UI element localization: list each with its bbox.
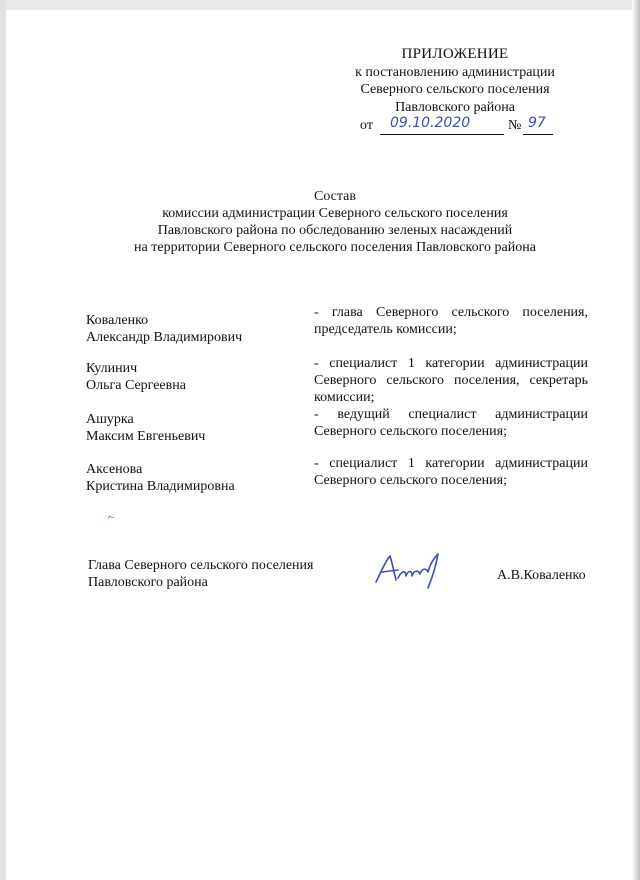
member-surname: Кулинич bbox=[86, 361, 138, 376]
ink-mark: ⌐ bbox=[105, 509, 118, 525]
member-given-name: Ольга Сергеевна bbox=[86, 378, 186, 393]
heading-line-2: комиссии администрации Северного сельского поселения bbox=[162, 206, 508, 221]
member-surname: Коваленко bbox=[86, 313, 149, 328]
handwritten-signature bbox=[372, 548, 458, 590]
member-role: - глава Северного сельского поселения, председатель комиссии; bbox=[314, 305, 588, 337]
member-name bbox=[86, 360, 286, 394]
scan-edge-right bbox=[632, 0, 640, 880]
appendix-title: ПРИЛОЖЕНИЕ bbox=[401, 46, 509, 62]
member-name bbox=[86, 312, 286, 346]
appendix-line-1: к постановлению администрации bbox=[355, 64, 555, 80]
member-role: - специалист 1 категории администрации Северного сельского поселения, секретарь комиссии; bbox=[314, 356, 588, 405]
signatory-position-line-2: Павловского района bbox=[88, 575, 208, 590]
signatory-position bbox=[88, 557, 348, 591]
member-given-name: Кристина Владимировна bbox=[86, 479, 235, 494]
date-number-line bbox=[330, 117, 580, 135]
appendix-block bbox=[330, 46, 580, 135]
member-role: - специалист 1 категории администрации Северного сельского поселения; bbox=[314, 456, 588, 488]
member-surname: Ашурка bbox=[86, 412, 134, 427]
heading-line-1: Состав bbox=[313, 189, 356, 204]
member-given-name: Александр Владимирович bbox=[86, 330, 243, 345]
member-name bbox=[86, 461, 286, 495]
scan-edge-left bbox=[0, 0, 6, 880]
member-surname: Аксенова bbox=[86, 462, 143, 477]
heading-line-3: Павловского района по обследованию зеленых насаждений bbox=[157, 223, 513, 238]
scan-edge-top bbox=[0, 0, 640, 10]
member-name bbox=[86, 411, 286, 445]
commission-heading bbox=[100, 188, 570, 256]
signatory-name: А.В.Коваленко bbox=[497, 568, 586, 583]
number-handwritten: 97 bbox=[528, 115, 546, 131]
member-role: - ведущий специалист администрации Северного сельского поселения; bbox=[314, 407, 588, 439]
appendix-line-3: Павловского района bbox=[395, 99, 515, 115]
member-given-name: Максим Евгеньевич bbox=[86, 429, 206, 444]
heading-line-4: на территории Северного сельского поселения Павловского района bbox=[134, 240, 536, 255]
signatory-position-line-1: Глава Северного сельского поселения bbox=[88, 558, 314, 573]
appendix-line-2: Северного сельского поселения bbox=[360, 82, 550, 97]
number-prefix: № bbox=[508, 118, 522, 133]
date-handwritten: 09.10.2020 bbox=[390, 115, 471, 131]
date-prefix: от bbox=[360, 118, 373, 133]
